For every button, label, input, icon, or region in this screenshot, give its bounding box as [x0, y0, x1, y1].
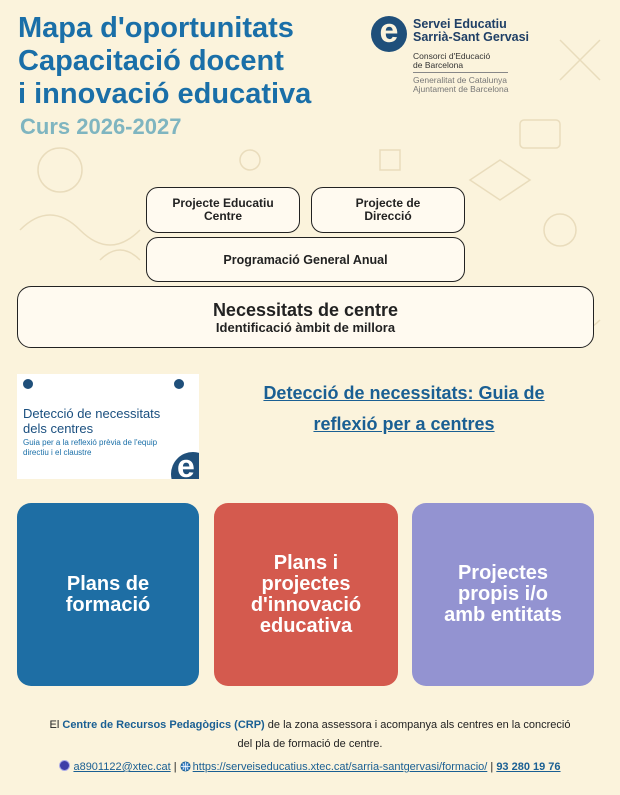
email-link[interactable]: a8901122@xtec.cat — [73, 761, 171, 773]
card-plans-formacio[interactable]: Plans de formació — [17, 503, 199, 686]
card-projectes-propis[interactable]: Projectes propis i/o amb entitats — [412, 503, 594, 686]
needs-subtitle: Identificació àmbit de millora — [215, 319, 396, 335]
thumb-logo-icon — [23, 379, 33, 389]
thumb-big-e-icon: e — [171, 452, 199, 479]
logo-divider — [413, 72, 508, 73]
guide-link[interactable]: Detecció de necessitats: Guia de reflexió per a centres — [263, 383, 545, 434]
box-pec-line-2: Centre — [203, 209, 242, 223]
footer-contacts: a8901122@xtec.cat | https://serveiseducatius.xtec.cat/sarria-santgervasi/formacio/ | 93 280 19 76 — [10, 760, 610, 774]
e-logo-icon: e — [371, 16, 407, 52]
title-line-2: Capacitació docent — [18, 45, 284, 77]
document-title — [18, 12, 311, 111]
globe-icon — [180, 761, 191, 772]
box-necessitats-centre — [17, 286, 594, 348]
box-pd-line-1: Projecte de — [355, 196, 421, 210]
thumb-title: Detecció de necessitats dels centres — [23, 406, 161, 436]
card-plans-innovacio[interactable]: Plans i projectes d'innovació educativa — [214, 503, 398, 686]
title-line-1: Mapa d'oportunitats — [18, 12, 294, 44]
course-label: Curs 2026-2027 — [20, 114, 182, 139]
footer-description: El Centre de Recursos Pedagògics (CRP) de la zona assessora i acompanya als centres en la concreció del pla de formació de centre. — [49, 719, 571, 750]
logo-government: Generalitat de Catalunya Ajuntament de Barcelona — [413, 75, 509, 94]
crp-link[interactable]: Centre de Recursos Pedagògics (CRP) — [62, 719, 265, 731]
thumb-subtitle: Guia per a la reflexió prèvia de l'equip directiu i el claustre — [23, 438, 158, 457]
box-pd-line-2: Direcció — [364, 209, 412, 223]
title-line-3: i innovació educativa — [18, 78, 312, 110]
logo-consorci: Consorci d'Educació de Barcelona — [413, 51, 491, 70]
box-projecte-direccio — [311, 187, 465, 233]
email-icon — [59, 760, 70, 771]
guide-thumbnail[interactable] — [17, 374, 199, 479]
box-programacio-general-anual: Programació General Anual — [146, 237, 465, 282]
phone-number[interactable]: 93 280 19 76 — [496, 761, 561, 773]
logo-name: Servei Educatiu Sarrià-Sant Gervasi — [413, 17, 530, 44]
box-projecte-educatiu-centre — [146, 187, 300, 233]
needs-title: Necessitats de centre — [212, 299, 399, 320]
website-link[interactable]: https://serveiseducatius.xtec.cat/sarria-santgervasi/formacio/ — [192, 761, 488, 773]
box-pec-line-1: Projecte Educatiu — [172, 196, 274, 210]
thumb-logo-icon-right — [174, 379, 184, 389]
